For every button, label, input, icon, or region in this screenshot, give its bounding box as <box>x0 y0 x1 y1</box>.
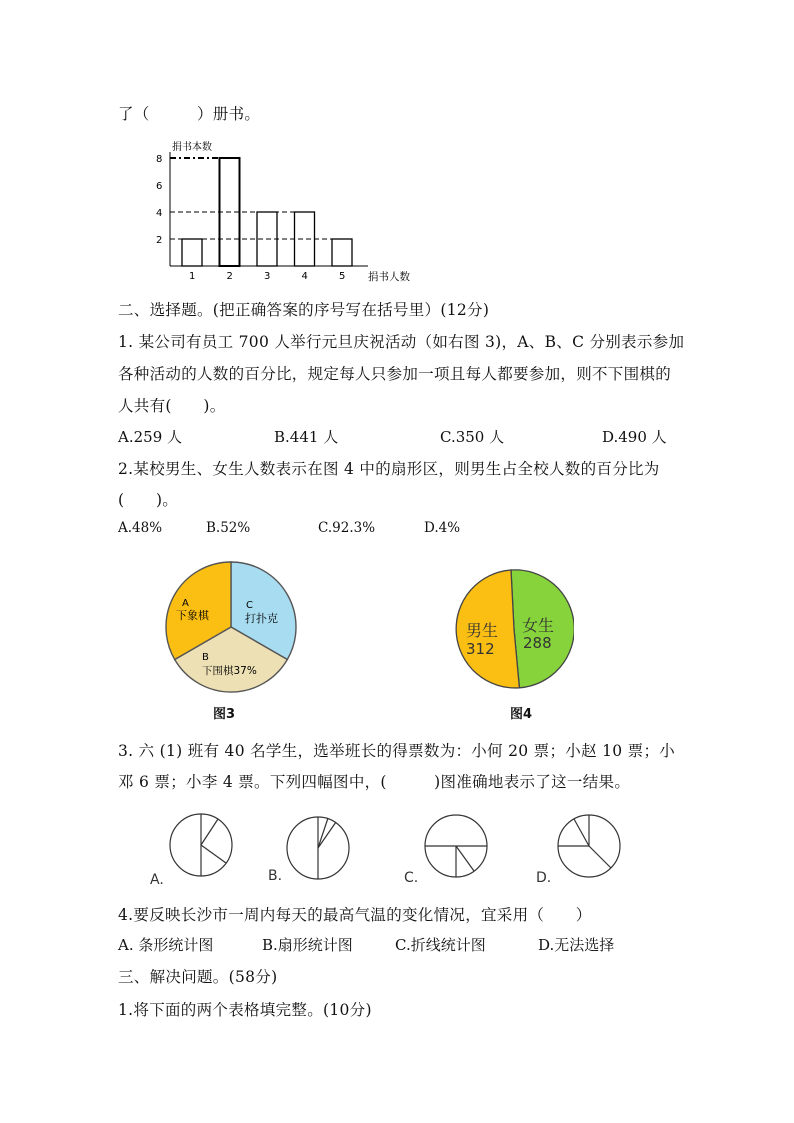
q4-option-d: D.无法选择 <box>538 936 615 954</box>
q2-option-a: A.48% <box>118 520 163 536</box>
x-tick-label: 4 <box>301 271 308 282</box>
bar-chart-xlabel: 捐书人数 <box>368 271 410 283</box>
x-tick-label: 3 <box>264 271 271 282</box>
q3-pie-b-label: B. <box>268 868 283 884</box>
q1-line-1: 1. 某公司有员工 700 人举行元旦庆祝活动（如右图 3)，A、B、C 分别表示参加 <box>118 333 685 351</box>
q2-option-d: D.4% <box>424 520 461 536</box>
section3-q1: 1.将下面的两个表格填完整。(10分) <box>118 1001 372 1019</box>
q3-pie-a-label: A. <box>150 872 164 888</box>
q1-option-a: A.259 人 <box>118 428 182 446</box>
bars-layer <box>170 158 352 266</box>
q4-option-c: C.折线统计图 <box>395 936 486 954</box>
q3-line-2: 邓 6 票；小李 4 票。下列四幅图中，( )图准确地表示了这一结果。 <box>118 773 631 791</box>
fig3-c-text: 打扑克 <box>245 612 278 625</box>
x-tick-label: 1 <box>189 271 196 282</box>
fig3-b-letter: B <box>202 652 209 663</box>
figure-4-pie <box>448 566 574 692</box>
q4-line: 4.要反映长沙市一周内每天的最高气温的变化情况，宜采用（ ） <box>118 906 592 924</box>
bar-chart <box>150 134 430 286</box>
x-tick-label: 5 <box>339 271 346 282</box>
q2-option-b: B.52% <box>206 520 251 536</box>
fig4-girl-label: 女生 <box>522 616 555 635</box>
top-line: 了（ ）册书。 <box>118 105 261 123</box>
y-tick-label: 2 <box>156 235 163 246</box>
bar-chart-ylabel: 捐书本数 <box>172 142 212 153</box>
fig4-girl-value: 288 <box>523 634 552 652</box>
q3-line-1: 3. 六 (1) 班有 40 名学生，选举班长的得票数为：小何 20 票；小赵 10 票；小 <box>118 742 676 760</box>
y-ticks <box>156 154 162 246</box>
fig3-a-text: 下象棋 <box>176 609 209 622</box>
q4-option-a: A. 条形统计图 <box>118 936 214 954</box>
q3-pie-c-label: C. <box>404 870 419 886</box>
q3-pie-b <box>266 810 356 888</box>
figure-4-caption: 图4 <box>510 707 533 722</box>
bar-4 <box>295 212 315 266</box>
q1-line-2: 各种活动的人数的百分比，规定每人只参加一项且每人都要参加，则不下围棋的 <box>118 365 672 383</box>
q2-line-1: 2.某校男生、女生人数表示在图 4 中的扇形区，则男生占全校人数的百分比为 <box>118 460 660 478</box>
fig3-b-text: 下围棋37% <box>202 665 257 677</box>
q1-option-d: D.490 人 <box>602 428 667 446</box>
q3-pie-d <box>534 808 630 888</box>
x-tick-label: 2 <box>226 271 233 282</box>
section3-title: 三、解决问题。(58分) <box>118 968 278 986</box>
q2-option-c: C.92.3% <box>318 520 376 536</box>
bar-1 <box>182 239 202 266</box>
fig3-c-letter: C <box>246 600 253 611</box>
figure-3-pie <box>160 556 302 696</box>
q1-line-3: 人共有( )。 <box>118 397 226 415</box>
q4-option-b: B.扇形统计图 <box>262 936 353 954</box>
y-tick-label: 8 <box>156 154 163 165</box>
q3-pie-d-label: D. <box>536 870 552 886</box>
fig4-boy-value: 312 <box>466 640 495 658</box>
y-tick-label: 6 <box>156 181 163 192</box>
x-ticks <box>189 271 345 282</box>
q1-option-b: B.441 人 <box>274 428 339 446</box>
q2-line-2: ( )。 <box>118 491 179 509</box>
q3-pie-c <box>404 808 500 888</box>
y-tick-label: 4 <box>156 208 163 219</box>
section2-title: 二、选择题。(把正确答案的序号写在括号里）(12分) <box>118 301 490 319</box>
fig3-a-letter: A <box>182 598 189 609</box>
bar-5 <box>332 239 352 266</box>
q3-pie-a <box>148 810 238 888</box>
fig4-boy-label: 男生 <box>466 621 499 640</box>
q1-option-c: C.350 人 <box>440 428 505 446</box>
figure-3-caption: 图3 <box>213 707 236 722</box>
